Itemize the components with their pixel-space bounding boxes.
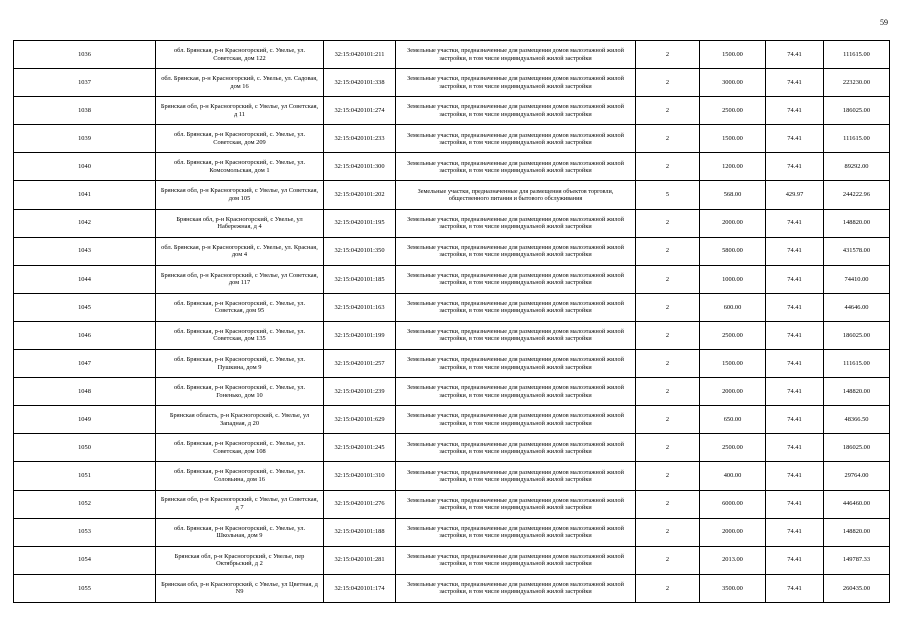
table-row — [14, 434, 890, 462]
cadastral-number-cell: 32:15:0420101:233 — [324, 125, 396, 153]
rate-cell: 429.97 — [766, 181, 824, 209]
rate-cell: 74.41 — [766, 546, 824, 574]
table-row — [14, 350, 890, 378]
row-number: 1036 — [14, 41, 156, 69]
group-cell: 2 — [636, 153, 700, 181]
rate-cell: 74.41 — [766, 518, 824, 546]
group-cell: 2 — [636, 41, 700, 69]
address-cell: обл. Брянская, р-н Красногорский, с. Увелье, ул. Соловьина, дом 16 — [156, 462, 324, 490]
land-use-cell: Земельные участки, предназначенные для размещения объектов торговли, общественного питания и бытового обслуживания — [396, 181, 636, 209]
area-cell: 2500.00 — [700, 434, 766, 462]
row-number: 1054 — [14, 546, 156, 574]
land-use-cell: Земельные участки, предназначенные для размещения домов малоэтажной жилой застройки, в том числе индивидуальной жилой застройки — [396, 546, 636, 574]
rate-cell: 74.41 — [766, 490, 824, 518]
group-cell: 2 — [636, 378, 700, 406]
rate-cell: 74.41 — [766, 293, 824, 321]
land-use-cell: Земельные участки, предназначенные для размещения домов малоэтажной жилой застройки, в том числе индивидуальной жилой застройки — [396, 518, 636, 546]
land-use-cell: Земельные участки, предназначенные для размещения домов малоэтажной жилой застройки, в том числе индивидуальной жилой застройки — [396, 293, 636, 321]
cadastral-number-cell: 32:15:0420101:281 — [324, 546, 396, 574]
land-use-cell: Земельные участки, предназначенные для размещения домов малоэтажной жилой застройки, в том числе индивидуальной жилой застройки — [396, 209, 636, 237]
cadastral-value-cell: 29764.00 — [824, 462, 890, 490]
row-number: 1037 — [14, 69, 156, 97]
group-cell: 2 — [636, 462, 700, 490]
cadastral-number-cell: 32:15:0420101:350 — [324, 237, 396, 265]
cadastral-number-cell: 32:15:0420101:211 — [324, 41, 396, 69]
land-use-cell: Земельные участки, предназначенные для размещения домов малоэтажной жилой застройки, в том числе индивидуальной жилой застройки — [396, 406, 636, 434]
table-row — [14, 181, 890, 209]
cadastral-number-cell: 32:15:0420101:274 — [324, 97, 396, 125]
rate-cell: 74.41 — [766, 237, 824, 265]
table-row — [14, 209, 890, 237]
table-row — [14, 546, 890, 574]
table-row — [14, 378, 890, 406]
rate-cell: 74.41 — [766, 574, 824, 602]
rate-cell: 74.41 — [766, 153, 824, 181]
address-cell: обл. Брянская, р-н Красногорский, с. Увелье, ул. Красная, дом 4 — [156, 237, 324, 265]
cadastral-number-cell: 32:15:0420101:338 — [324, 69, 396, 97]
table-row — [14, 97, 890, 125]
cadastral-value-cell: 111615.00 — [824, 41, 890, 69]
area-cell: 3500.00 — [700, 574, 766, 602]
cadastral-value-cell: 186025.00 — [824, 321, 890, 349]
land-use-cell: Земельные участки, предназначенные для размещения домов малоэтажной жилой застройки, в том числе индивидуальной жилой застройки — [396, 237, 636, 265]
area-cell: 1000.00 — [700, 265, 766, 293]
area-cell: 400.00 — [700, 462, 766, 490]
group-cell: 2 — [636, 574, 700, 602]
rate-cell: 74.41 — [766, 462, 824, 490]
group-cell: 2 — [636, 97, 700, 125]
land-use-cell: Земельные участки, предназначенные для размещения домов малоэтажной жилой застройки, в том числе индивидуальной жилой застройки — [396, 574, 636, 602]
address-cell: обл. Брянская, р-н Красногорский, с. Увелье, ул. Советская, дом 135 — [156, 321, 324, 349]
group-cell: 2 — [636, 125, 700, 153]
land-use-cell: Земельные участки, предназначенные для размещения домов малоэтажной жилой застройки, в том числе индивидуальной жилой застройки — [396, 378, 636, 406]
table-row — [14, 41, 890, 69]
cadastral-number-cell: 32:15:0420101:629 — [324, 406, 396, 434]
group-cell: 2 — [636, 265, 700, 293]
cadastral-number-cell: 32:15:0420101:300 — [324, 153, 396, 181]
row-number: 1043 — [14, 237, 156, 265]
rate-cell: 74.41 — [766, 41, 824, 69]
table-row — [14, 237, 890, 265]
cadastral-number-cell: 32:15:0420101:202 — [324, 181, 396, 209]
cadastral-value-cell: 148820.00 — [824, 378, 890, 406]
group-cell: 2 — [636, 546, 700, 574]
cadastral-number-cell: 32:15:0420101:199 — [324, 321, 396, 349]
cadastral-number-cell: 32:15:0420101:245 — [324, 434, 396, 462]
table-row — [14, 293, 890, 321]
table-row — [14, 574, 890, 602]
address-cell: Брянская обл, р-н Красногорский, с Увелье, ул Цветная, д N9 — [156, 574, 324, 602]
land-use-cell: Земельные участки, предназначенные для размещения домов малоэтажной жилой застройки, в том числе индивидуальной жилой застройки — [396, 350, 636, 378]
table-row — [14, 518, 890, 546]
cadastral-value-cell: 148820.00 — [824, 209, 890, 237]
area-cell: 2500.00 — [700, 321, 766, 349]
cadastral-value-table — [13, 40, 890, 603]
cadastral-number-cell: 32:15:0420101:163 — [324, 293, 396, 321]
row-number: 1040 — [14, 153, 156, 181]
land-use-cell: Земельные участки, предназначенные для размещения домов малоэтажной жилой застройки, в том числе индивидуальной жилой застройки — [396, 321, 636, 349]
row-number: 1052 — [14, 490, 156, 518]
land-use-cell: Земельные участки, предназначенные для размещения домов малоэтажной жилой застройки, в том числе индивидуальной жилой застройки — [396, 462, 636, 490]
area-cell: 2000.00 — [700, 518, 766, 546]
address-cell: Брянская обл, р-н Красногорский, с Увелье, пер Октябрьский, д 2 — [156, 546, 324, 574]
area-cell: 2000.00 — [700, 378, 766, 406]
cadastral-value-cell: 446460.00 — [824, 490, 890, 518]
cadastral-value-cell: 149787.33 — [824, 546, 890, 574]
cadastral-value-cell: 244222.96 — [824, 181, 890, 209]
area-cell: 3000.00 — [700, 69, 766, 97]
table-row — [14, 406, 890, 434]
group-cell: 2 — [636, 293, 700, 321]
land-use-cell: Земельные участки, предназначенные для размещения домов малоэтажной жилой застройки, в том числе индивидуальной жилой застройки — [396, 265, 636, 293]
address-cell: обл. Брянская, р-н Красногорский, с. Увелье, ул. Советская, дом 95 — [156, 293, 324, 321]
row-number: 1046 — [14, 321, 156, 349]
cadastral-value-cell: 260435.00 — [824, 574, 890, 602]
cadastral-value-cell: 48366.50 — [824, 406, 890, 434]
table-row — [14, 490, 890, 518]
group-cell: 2 — [636, 434, 700, 462]
land-use-cell: Земельные участки, предназначенные для размещения домов малоэтажной жилой застройки, в том числе индивидуальной жилой застройки — [396, 434, 636, 462]
cadastral-value-cell: 89292.00 — [824, 153, 890, 181]
area-cell: 2000.00 — [700, 209, 766, 237]
rate-cell: 74.41 — [766, 434, 824, 462]
table-row — [14, 69, 890, 97]
group-cell: 2 — [636, 406, 700, 434]
cadastral-value-cell: 111615.00 — [824, 125, 890, 153]
row-number: 1038 — [14, 97, 156, 125]
table-row — [14, 462, 890, 490]
cadastral-value-cell: 186025.00 — [824, 434, 890, 462]
group-cell: 2 — [636, 321, 700, 349]
area-cell: 1500.00 — [700, 125, 766, 153]
land-use-cell: Земельные участки, предназначенные для размещения домов малоэтажной жилой застройки, в том числе индивидуальной жилой застройки — [396, 97, 636, 125]
address-cell: Брянская обл, р-н Красногорский, с Увелье, ул Советская, д 7 — [156, 490, 324, 518]
address-cell: Брянская обл, р-н Красногорский, с Увелье, ул Советская, дом 117 — [156, 265, 324, 293]
area-cell: 5800.00 — [700, 237, 766, 265]
cadastral-number-cell: 32:15:0420101:195 — [324, 209, 396, 237]
address-cell: Брянская обл, р-н Красногорский, с Увелье, ул Советская, дом 105 — [156, 181, 324, 209]
cadastral-value-cell: 431578.00 — [824, 237, 890, 265]
address-cell: обл. Брянская, р-н Красногорский, с. Увелье, ул. Садовая, дом 16 — [156, 69, 324, 97]
rate-cell: 74.41 — [766, 350, 824, 378]
row-number: 1045 — [14, 293, 156, 321]
land-use-cell: Земельные участки, предназначенные для размещения домов малоэтажной жилой застройки, в том числе индивидуальной жилой застройки — [396, 41, 636, 69]
group-cell: 2 — [636, 490, 700, 518]
cadastral-number-cell: 32:15:0420101:174 — [324, 574, 396, 602]
address-cell: Брянская обл, р-н Красногорский, с Увелье, ул Набережная, д 4 — [156, 209, 324, 237]
address-cell: обл. Брянская, р-н Красногорский, с. Увелье, ул. Советская, дом 209 — [156, 125, 324, 153]
cadastral-value-cell: 111615.00 — [824, 350, 890, 378]
land-use-cell: Земельные участки, предназначенные для размещения домов малоэтажной жилой застройки, в том числе индивидуальной жилой застройки — [396, 125, 636, 153]
area-cell: 6000.00 — [700, 490, 766, 518]
area-cell: 1500.00 — [700, 350, 766, 378]
address-cell: обл. Брянская, р-н Красногорский, с. Увелье, ул. Комсомольская, дом 1 — [156, 153, 324, 181]
group-cell: 2 — [636, 69, 700, 97]
area-cell: 650.00 — [700, 406, 766, 434]
group-cell: 2 — [636, 237, 700, 265]
row-number: 1041 — [14, 181, 156, 209]
row-number: 1039 — [14, 125, 156, 153]
rate-cell: 74.41 — [766, 265, 824, 293]
address-cell: Брянская обл, р-н Красногорский, с Увелье, ул Советская, д 11 — [156, 97, 324, 125]
row-number: 1047 — [14, 350, 156, 378]
table-row — [14, 125, 890, 153]
cadastral-number-cell: 32:15:0420101:310 — [324, 462, 396, 490]
area-cell: 2013.00 — [700, 546, 766, 574]
area-cell: 568.00 — [700, 181, 766, 209]
table-row — [14, 265, 890, 293]
land-use-cell: Земельные участки, предназначенные для размещения домов малоэтажной жилой застройки, в том числе индивидуальной жилой застройки — [396, 69, 636, 97]
area-cell: 1200.00 — [700, 153, 766, 181]
table-body — [14, 41, 890, 603]
page-number: 59 — [880, 18, 888, 27]
cadastral-number-cell: 32:15:0420101:239 — [324, 378, 396, 406]
land-use-cell: Земельные участки, предназначенные для размещения домов малоэтажной жилой застройки, в том числе индивидуальной жилой застройки — [396, 490, 636, 518]
cadastral-value-cell: 223230.00 — [824, 69, 890, 97]
area-cell: 2500.00 — [700, 97, 766, 125]
row-number: 1051 — [14, 462, 156, 490]
cadastral-number-cell: 32:15:0420101:276 — [324, 490, 396, 518]
rate-cell: 74.41 — [766, 378, 824, 406]
cadastral-value-cell: 186025.00 — [824, 97, 890, 125]
address-cell: обл. Брянская, р-н Красногорский, с. Увелье, ул. Школьная, дом 9 — [156, 518, 324, 546]
row-number: 1053 — [14, 518, 156, 546]
area-cell: 1500.00 — [700, 41, 766, 69]
table-row — [14, 153, 890, 181]
land-use-cell: Земельные участки, предназначенные для размещения домов малоэтажной жилой застройки, в том числе индивидуальной жилой застройки — [396, 153, 636, 181]
row-number: 1050 — [14, 434, 156, 462]
cadastral-number-cell: 32:15:0420101:188 — [324, 518, 396, 546]
cadastral-value-cell: 74410.00 — [824, 265, 890, 293]
rate-cell: 74.41 — [766, 97, 824, 125]
area-cell: 600.00 — [700, 293, 766, 321]
rate-cell: 74.41 — [766, 321, 824, 349]
row-number: 1044 — [14, 265, 156, 293]
address-cell: обл. Брянская, р-н Красногорский, с. Увелье, ул. Советская, дом 108 — [156, 434, 324, 462]
rate-cell: 74.41 — [766, 209, 824, 237]
address-cell: обл. Брянская, р-н Красногорский, с. Увелье, ул. Пушкина, дом 9 — [156, 350, 324, 378]
row-number: 1049 — [14, 406, 156, 434]
rate-cell: 74.41 — [766, 406, 824, 434]
rate-cell: 74.41 — [766, 125, 824, 153]
address-cell: обл. Брянская, р-н Красногорский, с. Увелье, ул. Гоненько, дом 10 — [156, 378, 324, 406]
group-cell: 2 — [636, 518, 700, 546]
group-cell: 2 — [636, 209, 700, 237]
row-number: 1042 — [14, 209, 156, 237]
group-cell: 2 — [636, 350, 700, 378]
cadastral-value-cell: 148820.00 — [824, 518, 890, 546]
address-cell: Брянская область, р-н Красногорский, с. Увелье, ул Западная, д 20 — [156, 406, 324, 434]
table-row — [14, 321, 890, 349]
address-cell: обл. Брянская, р-н Красногорский, с. Увелье, ул. Советская, дом 122 — [156, 41, 324, 69]
group-cell: 5 — [636, 181, 700, 209]
rate-cell: 74.41 — [766, 69, 824, 97]
row-number: 1055 — [14, 574, 156, 602]
cadastral-number-cell: 32:15:0420101:257 — [324, 350, 396, 378]
cadastral-number-cell: 32:15:0420101:185 — [324, 265, 396, 293]
cadastral-value-cell: 44646.00 — [824, 293, 890, 321]
row-number: 1048 — [14, 378, 156, 406]
